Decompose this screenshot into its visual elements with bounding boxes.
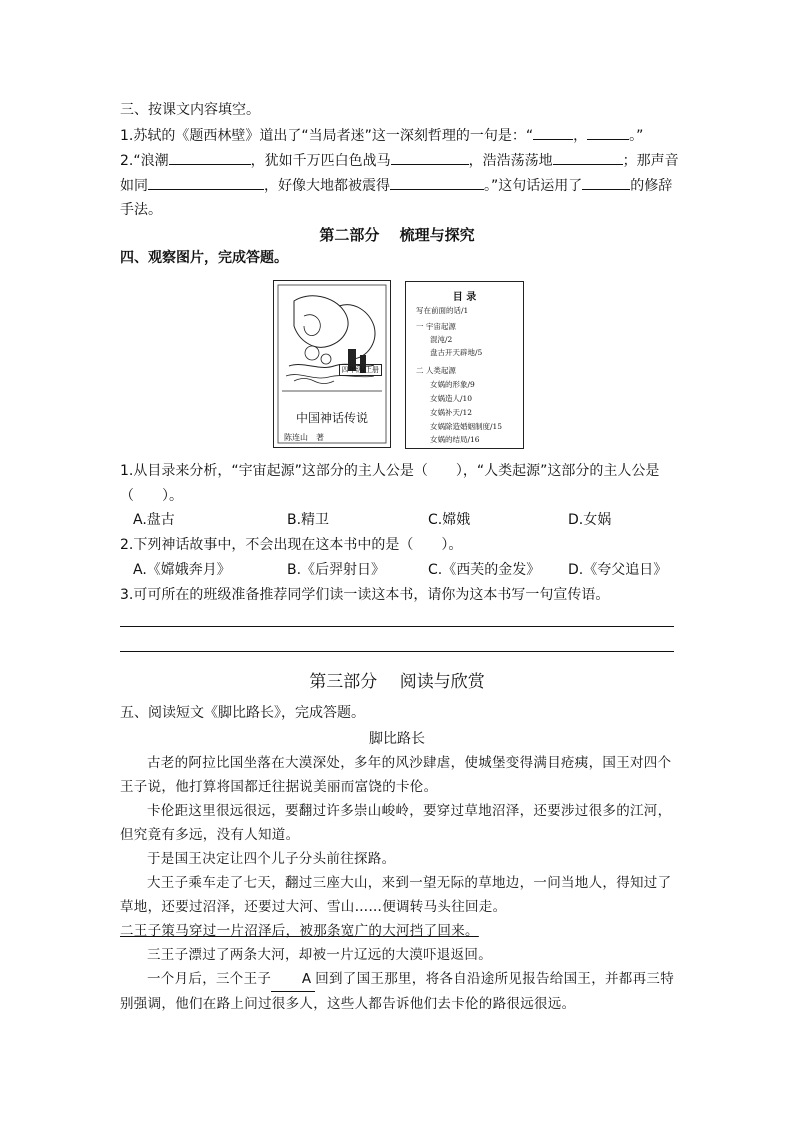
book-toc-image <box>405 281 524 449</box>
option-a[interactable]: A.《嫦娥奔月》 <box>133 562 231 578</box>
q2-text: 。”这句话运用了 <box>484 178 583 194</box>
toc-line: 混沌/2 <box>430 335 453 344</box>
story-paragraph: 于是国王决定让四个儿子分头前往探路。 <box>147 851 396 867</box>
answer-blank[interactable] <box>587 125 629 140</box>
option-d[interactable]: D.《夸父追日》 <box>568 562 668 578</box>
q2-text: ，犹如千万匹白色战马 <box>250 153 391 169</box>
answer-blank[interactable] <box>148 175 264 190</box>
cover-author: 陈连山 著 <box>284 433 324 442</box>
option-c[interactable]: C.嫦娥 <box>428 512 471 528</box>
option-c[interactable]: C.《西芙的金发》 <box>428 562 541 578</box>
question-4-3: 3.可可所在的班级准备推荐同学们读一读这本书，请你为这本书写一句宣传语。 <box>120 587 610 603</box>
q2-text: 如同 <box>120 178 148 194</box>
cover-grade: 四年级/上册 <box>339 364 382 376</box>
question-4-2: 2.下列神话故事中，不会出现在这本书中的是（ ）。 <box>120 537 463 553</box>
toc-line: 女娲的结局/16 <box>430 435 480 444</box>
toc-line: 女娲补天/12 <box>430 408 473 417</box>
q1-text: 1.苏轼的《题西林壁》道出了“当局者迷”这一深刻哲理的一句是：“ <box>120 128 534 144</box>
toc-line: 二 人类起源 <box>416 366 456 375</box>
answer-blank[interactable] <box>533 125 573 140</box>
story-title: 脚比路长 <box>369 731 425 747</box>
toc-line: 女娲除造婚姻制度/15 <box>430 422 503 431</box>
q2-text: 的修辞 <box>630 178 673 194</box>
part3-title: 第三部分 阅读与欣赏 <box>309 672 485 692</box>
question-4-1-line1: 1.从目录来分析，“宇宙起源”这部分的主人公是（ ），“人类起源”这部分的主人公是 <box>120 463 660 479</box>
question-3-2-line2 <box>120 175 672 196</box>
q2-text: ，好像大地都被震得 <box>264 178 390 194</box>
q1-comma: ， <box>573 128 588 144</box>
answer-blank[interactable] <box>553 150 623 165</box>
blank-a[interactable]: A <box>271 967 315 992</box>
toc-line: 女娲的形象/9 <box>430 380 475 389</box>
story-paragraph <box>120 967 680 1016</box>
book-cover-image <box>273 280 391 448</box>
answer-blank[interactable] <box>169 150 251 165</box>
toc-line: 女娲造人/10 <box>430 394 473 403</box>
story-body <box>120 751 680 1016</box>
q1-end: 。” <box>629 128 644 144</box>
story-paragraph: 大王子乘车走了七天，翻过三座大山，来到一望无际的草地边，一问当地人，得知过了草地，还要过沼泽，还要过大河、雪山……便调转马头往回走。 <box>120 875 672 915</box>
q2-text: ；那声音 <box>622 153 679 169</box>
story-paragraph-underlined <box>120 919 680 943</box>
story-paragraph: 古老的阿拉比国坐落在大漠深处，多年的风沙肆虐，使城堡变得满目疮痍，国王对四个王子说，他打算将国都迁往据说美丽而富饶的卡伦。 <box>120 755 672 795</box>
cover-title: 中国神话传说 <box>295 411 368 425</box>
question-3-2-line3: 手法。 <box>120 202 162 218</box>
section3-heading: 三、按课文内容填空。 <box>120 102 260 118</box>
part2-title: 第二部分 梳理与探究 <box>319 226 475 244</box>
section4-heading: 四、观察图片，完成答题。 <box>120 250 288 266</box>
option-d[interactable]: D.女娲 <box>568 512 612 528</box>
question-4-1-line2: （ ）。 <box>120 488 183 504</box>
option-b[interactable]: B.《后羿射日》 <box>287 562 386 578</box>
story-paragraph: 卡伦距这里很远很远，要翻过许多崇山峻岭，要穿过草地沼泽，还要涉过很多的江河，但究竟有多远，没有人知道。 <box>120 803 672 843</box>
option-a[interactable]: A.盘古 <box>133 512 175 528</box>
q2-text: 2.“浪潮 <box>120 153 169 169</box>
toc-line: 一 宇宙起源 <box>416 322 456 331</box>
answer-blank[interactable] <box>391 150 469 165</box>
question-3-2-line1 <box>120 150 679 171</box>
question-3-1 <box>120 125 643 146</box>
toc-title: 目 录 <box>452 292 477 303</box>
underlined-sentence: 二王子策马穿过一片沼泽后，被那条宽广的大河挡了回来。 <box>120 923 479 939</box>
toc-line: 盘古开天辟地/5 <box>430 348 483 357</box>
section5-heading: 五、阅读短文《脚比路长》，完成答题。 <box>120 705 365 721</box>
story-paragraph: 三王子漂过了两条大河，却被一片辽远的大漠吓退返回。 <box>147 947 492 963</box>
story-text: 回到了国王那里，将各自沿途所见报告给国王，并都再三特别强调，他们在路上问过很多人，这些人都告诉他们去卡伦的路很远很远。 <box>120 971 675 1012</box>
answer-blank[interactable] <box>582 175 630 190</box>
toc-line: 写在前面的话/1 <box>416 306 469 315</box>
answer-line[interactable] <box>120 651 674 652</box>
story-text: 一个月后，三个王子 <box>147 971 272 987</box>
answer-blank[interactable] <box>390 175 484 190</box>
option-b[interactable]: B.精卫 <box>287 512 330 528</box>
answer-line[interactable] <box>120 626 674 627</box>
q2-text: ，浩浩荡荡地 <box>468 153 553 169</box>
